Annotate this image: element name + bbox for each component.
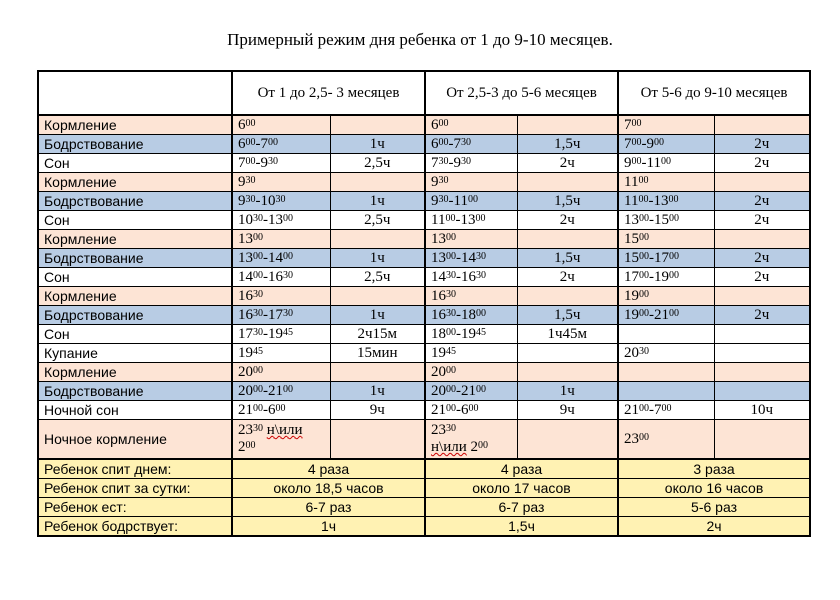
time-cell-1: $10^{30}-13^{00}$ <box>232 211 330 230</box>
summary-value-1: около 18,5 часов <box>232 479 425 498</box>
time-cell-1: $9^{30}-10^{30}$ <box>232 192 330 211</box>
duration-cell-3 <box>714 363 810 382</box>
time-cell-3 <box>618 363 714 382</box>
activity-label: Кормление <box>38 173 232 192</box>
time-cell-1: $6^{00}$ <box>232 115 330 135</box>
schedule-table <box>37 70 811 537</box>
time-cell-1: $14^{00}-16^{30}$ <box>232 268 330 287</box>
time-cell-1: $20^{00}-21^{00}$ <box>232 382 330 401</box>
duration-cell-2: 9ч <box>517 401 618 420</box>
schedule-row <box>38 154 810 173</box>
duration-cell-2 <box>517 363 618 382</box>
duration-cell-2: 1,5ч <box>517 306 618 325</box>
duration-cell-1 <box>330 420 425 460</box>
schedule-row <box>38 192 810 211</box>
duration-cell-2 <box>517 287 618 306</box>
time-cell-2: $9^{30}$ <box>425 173 517 192</box>
time-cell-1: $19^{45}$ <box>232 344 330 363</box>
summary-value-2: около 17 часов <box>425 479 618 498</box>
duration-cell-3 <box>714 420 810 460</box>
duration-cell-2: 1,5ч <box>517 192 618 211</box>
schedule-row <box>38 173 810 192</box>
duration-cell-3 <box>714 230 810 249</box>
summary-value-3: 3 раза <box>618 459 810 479</box>
activity-label: Бодрствование <box>38 135 232 154</box>
time-cell-3: $20^{30}$ <box>618 344 714 363</box>
duration-cell-1: 2,5ч <box>330 154 425 173</box>
duration-cell-3 <box>714 287 810 306</box>
time-cell-2: $6^{00}-7^{30}$ <box>425 135 517 154</box>
time-cell-2: $9^{30}-11^{00}$ <box>425 192 517 211</box>
summary-label: Ребенок спит за сутки: <box>38 479 232 498</box>
activity-label: Бодрствование <box>38 249 232 268</box>
time-cell-2: $20^{00}-21^{00}$ <box>425 382 517 401</box>
time-cell-3: $7^{00}$ <box>618 115 714 135</box>
duration-cell-2 <box>517 115 618 135</box>
duration-cell-3: 2ч <box>714 135 810 154</box>
time-cell-2: $13^{00}$ <box>425 230 517 249</box>
duration-cell-1: 1ч <box>330 306 425 325</box>
duration-cell-1 <box>330 173 425 192</box>
schedule-row <box>38 249 810 268</box>
summary-row <box>38 459 810 479</box>
duration-cell-1: 15мин <box>330 344 425 363</box>
duration-cell-2: 1,5ч <box>517 249 618 268</box>
header-row <box>38 71 810 115</box>
schedule-row <box>38 211 810 230</box>
time-cell-3 <box>618 382 714 401</box>
duration-cell-3 <box>714 344 810 363</box>
duration-cell-2: 2ч <box>517 211 618 230</box>
time-cell-2: $13^{00}-14^{30}$ <box>425 249 517 268</box>
duration-cell-1: 2ч15м <box>330 325 425 344</box>
header-age-2: От 2,5-3 до 5-6 месяцев <box>425 71 618 115</box>
schedule-row <box>38 268 810 287</box>
summary-row <box>38 479 810 498</box>
duration-cell-2 <box>517 230 618 249</box>
duration-cell-3: 10ч <box>714 401 810 420</box>
duration-cell-3: 2ч <box>714 306 810 325</box>
duration-cell-1: 2,5ч <box>330 268 425 287</box>
schedule-row <box>38 115 810 135</box>
time-cell-2: $19^{45}$ <box>425 344 517 363</box>
duration-cell-1 <box>330 230 425 249</box>
summary-value-1: 4 раза <box>232 459 425 479</box>
time-cell-1: $13^{00}-14^{00}$ <box>232 249 330 268</box>
time-cell-1: $6^{00}-7^{00}$ <box>232 135 330 154</box>
activity-label: Бодрствование <box>38 382 232 401</box>
schedule-row <box>38 287 810 306</box>
time-cell-2: $21^{00}-6^{00}$ <box>425 401 517 420</box>
time-cell-2: $7^{30}-9^{30}$ <box>425 154 517 173</box>
summary-row <box>38 517 810 537</box>
time-cell-1: $23^{30}$ н\или $2^{00}$ <box>232 420 330 460</box>
time-cell-1: $13^{00}$ <box>232 230 330 249</box>
summary-value-1: 6-7 раз <box>232 498 425 517</box>
activity-label: Кормление <box>38 115 232 135</box>
time-cell-3 <box>618 325 714 344</box>
summary-value-3: 2ч <box>618 517 810 537</box>
time-cell-3: $15^{00}$ <box>618 230 714 249</box>
time-cell-3: $17^{00}-19^{00}$ <box>618 268 714 287</box>
duration-cell-2 <box>517 420 618 460</box>
summary-value-2: 1,5ч <box>425 517 618 537</box>
time-cell-3: $9^{00}-11^{00}$ <box>618 154 714 173</box>
schedule-row <box>38 363 810 382</box>
time-cell-2: $23^{30}$ н\или $2^{00}$ <box>425 420 517 460</box>
time-cell-1: $7^{00}-9^{30}$ <box>232 154 330 173</box>
schedule-row <box>38 344 810 363</box>
duration-cell-1 <box>330 363 425 382</box>
duration-cell-2: 1,5ч <box>517 135 618 154</box>
header-empty <box>38 71 232 115</box>
time-cell-3: $11^{00}-13^{00}$ <box>618 192 714 211</box>
duration-cell-2: 1ч45м <box>517 325 618 344</box>
activity-label: Ночной сон <box>38 401 232 420</box>
header-age-1: От 1 до 2,5- 3 месяцев <box>232 71 425 115</box>
duration-cell-3: 2ч <box>714 211 810 230</box>
summary-label: Ребенок спит днем: <box>38 459 232 479</box>
time-cell-3: $15^{00}-17^{00}$ <box>618 249 714 268</box>
time-cell-3: $7^{00}-9^{00}$ <box>618 135 714 154</box>
schedule-row <box>38 382 810 401</box>
duration-cell-3 <box>714 382 810 401</box>
activity-label: Кормление <box>38 287 232 306</box>
duration-cell-2: 2ч <box>517 268 618 287</box>
activity-label: Бодрствование <box>38 192 232 211</box>
activity-label: Ночное кормление <box>38 420 232 460</box>
schedule-row <box>38 401 810 420</box>
header-age-3: От 5-6 до 9-10 месяцев <box>618 71 810 115</box>
duration-cell-3 <box>714 115 810 135</box>
duration-cell-1: 2,5ч <box>330 211 425 230</box>
document-title: Примерный режим дня ребенка от 1 до 9-10 месяцев. <box>227 30 613 49</box>
summary-label: Ребенок бодрствует: <box>38 517 232 537</box>
duration-cell-3: 2ч <box>714 268 810 287</box>
time-cell-3: $11^{00}$ <box>618 173 714 192</box>
duration-cell-2: 1ч <box>517 382 618 401</box>
time-cell-2: $16^{30}$ <box>425 287 517 306</box>
activity-label: Сон <box>38 325 232 344</box>
summary-value-3: около 16 часов <box>618 479 810 498</box>
duration-cell-1 <box>330 287 425 306</box>
summary-value-2: 6-7 раз <box>425 498 618 517</box>
summary-value-2: 4 раза <box>425 459 618 479</box>
summary-row <box>38 498 810 517</box>
time-cell-3: $19^{00}-21^{00}$ <box>618 306 714 325</box>
activity-label: Сон <box>38 211 232 230</box>
time-cell-2: $16^{30}-18^{00}$ <box>425 306 517 325</box>
time-cell-3: $19^{00}$ <box>618 287 714 306</box>
activity-label: Кормление <box>38 363 232 382</box>
night-feeding-row <box>38 420 810 460</box>
time-cell-2: $20^{00}$ <box>425 363 517 382</box>
duration-cell-1: 1ч <box>330 192 425 211</box>
summary-value-3: 5-6 раз <box>618 498 810 517</box>
time-cell-2: $18^{00}-19^{45}$ <box>425 325 517 344</box>
time-cell-2: $14^{30}-16^{30}$ <box>425 268 517 287</box>
time-cell-1: $20^{00}$ <box>232 363 330 382</box>
duration-cell-2 <box>517 173 618 192</box>
duration-cell-2: 2ч <box>517 154 618 173</box>
time-cell-2: $11^{00}-13^{00}$ <box>425 211 517 230</box>
duration-cell-3 <box>714 173 810 192</box>
duration-cell-2 <box>517 344 618 363</box>
schedule-row <box>38 230 810 249</box>
schedule-row <box>38 306 810 325</box>
activity-label: Сон <box>38 154 232 173</box>
summary-label: Ребенок ест: <box>38 498 232 517</box>
schedule-row <box>38 135 810 154</box>
duration-cell-3: 2ч <box>714 249 810 268</box>
time-cell-1: $16^{30}$ <box>232 287 330 306</box>
duration-cell-3 <box>714 325 810 344</box>
activity-label: Сон <box>38 268 232 287</box>
activity-label: Купание <box>38 344 232 363</box>
duration-cell-3: 2ч <box>714 192 810 211</box>
duration-cell-1 <box>330 115 425 135</box>
summary-value-1: 1ч <box>232 517 425 537</box>
duration-cell-1: 9ч <box>330 401 425 420</box>
time-cell-1: $21^{00}-6^{00}$ <box>232 401 330 420</box>
duration-cell-3: 2ч <box>714 154 810 173</box>
time-cell-3: $13^{00}-15^{00}$ <box>618 211 714 230</box>
schedule-row <box>38 325 810 344</box>
duration-cell-1: 1ч <box>330 382 425 401</box>
duration-cell-1: 1ч <box>330 249 425 268</box>
time-cell-1: $16^{30}-17^{30}$ <box>232 306 330 325</box>
time-cell-1: $17^{30}-19^{45}$ <box>232 325 330 344</box>
time-cell-2: $6^{00}$ <box>425 115 517 135</box>
duration-cell-1: 1ч <box>330 135 425 154</box>
activity-label: Бодрствование <box>38 306 232 325</box>
time-cell-3: $21^{00}-7^{00}$ <box>618 401 714 420</box>
activity-label: Кормление <box>38 230 232 249</box>
time-cell-3: $23^{00}$ <box>618 420 714 460</box>
time-cell-1: $9^{30}$ <box>232 173 330 192</box>
